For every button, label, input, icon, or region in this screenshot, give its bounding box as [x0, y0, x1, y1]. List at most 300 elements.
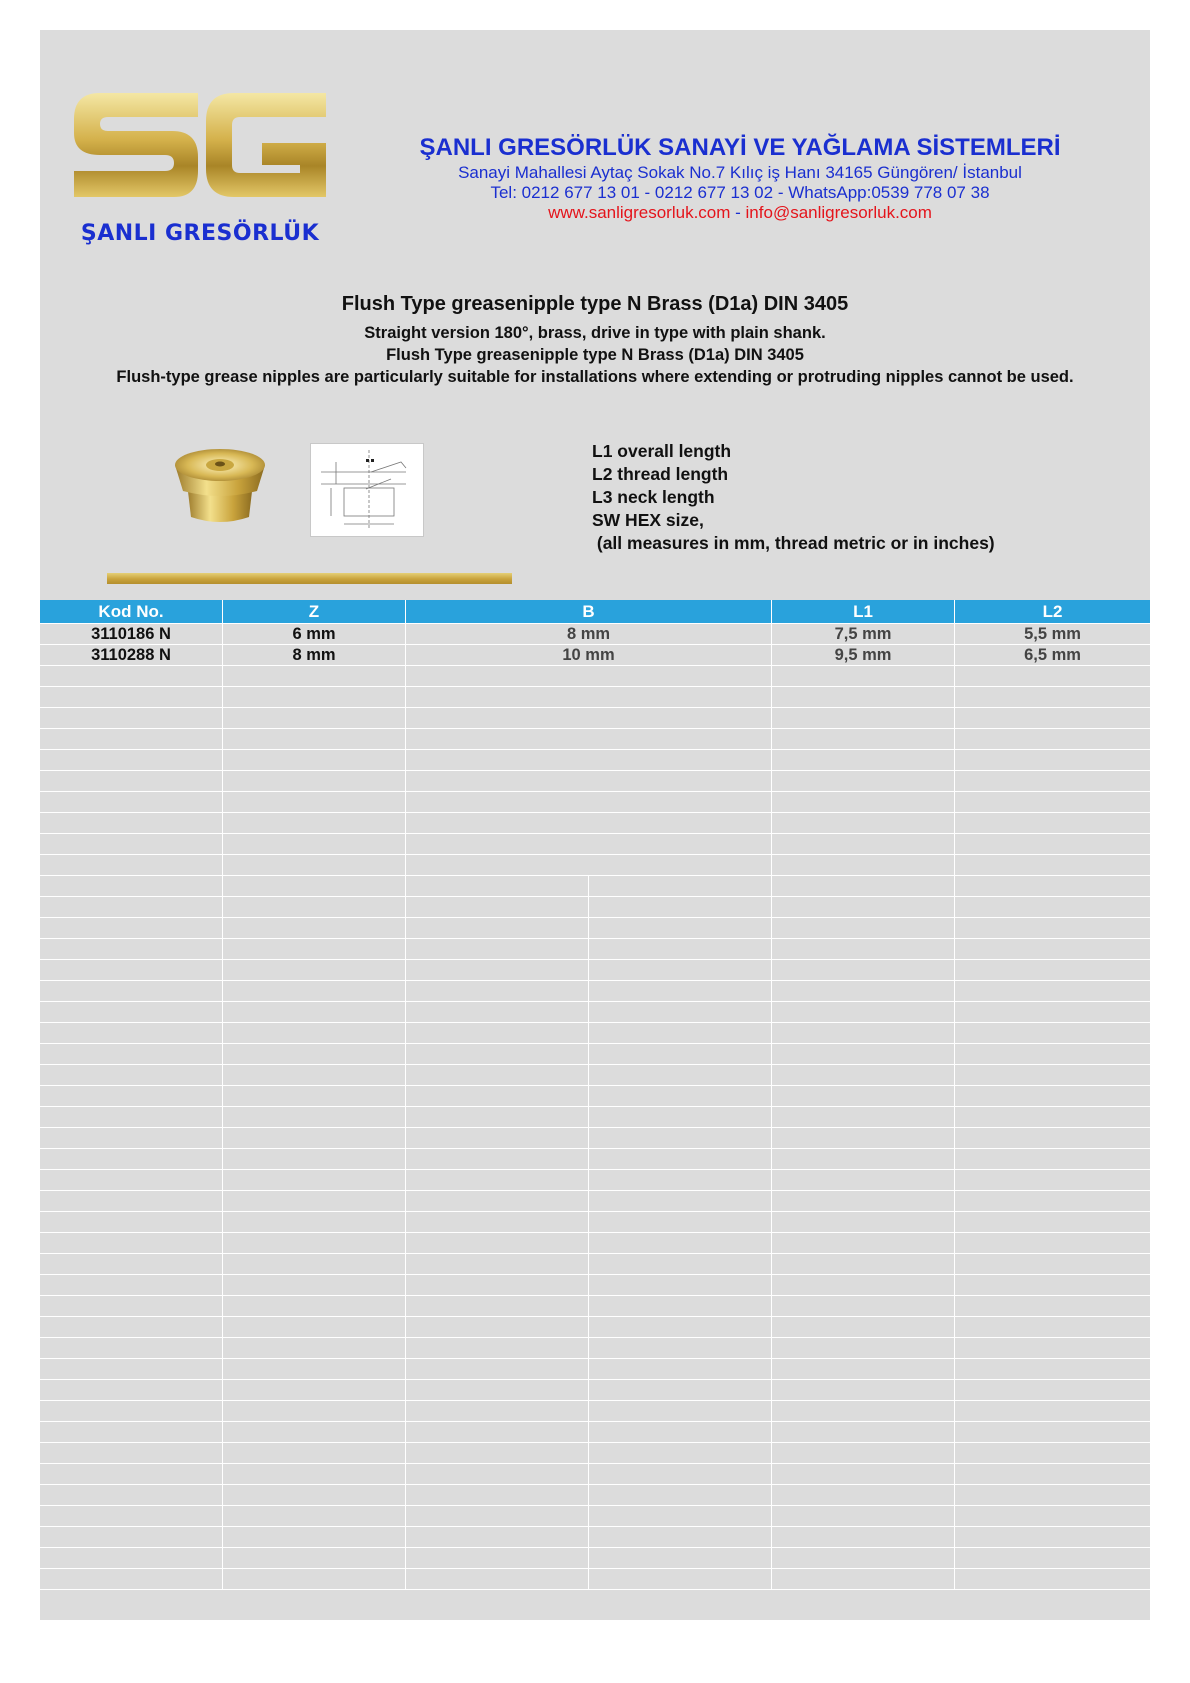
empty-table-cell	[223, 729, 406, 749]
empty-table-row	[40, 1086, 1150, 1107]
table-header	[40, 600, 1150, 624]
empty-table-cell	[772, 876, 955, 896]
empty-table-row	[40, 813, 1150, 834]
email-link[interactable]: info@sanligresorluk.com	[745, 203, 932, 222]
column-header: B	[406, 600, 772, 623]
empty-table-subcell	[406, 1212, 589, 1232]
sg-logo-icon	[70, 85, 330, 215]
empty-table-cell	[40, 855, 223, 875]
empty-table-row	[40, 1485, 1150, 1506]
empty-table-cell	[772, 1086, 955, 1106]
empty-table-cell	[772, 855, 955, 875]
empty-table-subcell	[589, 1506, 772, 1526]
empty-table-cell	[223, 1548, 406, 1568]
empty-table-row	[40, 1065, 1150, 1086]
empty-table-row	[40, 1380, 1150, 1401]
empty-table-cell	[955, 855, 1150, 875]
empty-table-cell	[223, 750, 406, 770]
empty-table-cell	[40, 1338, 223, 1358]
empty-table-row	[40, 1149, 1150, 1170]
table-cell: 8 mm	[223, 645, 406, 665]
empty-table-cell	[955, 1317, 1150, 1337]
table-row	[40, 645, 1150, 666]
empty-table-cell	[955, 1401, 1150, 1421]
empty-table-subcell	[406, 1296, 589, 1316]
empty-table-row	[40, 750, 1150, 771]
empty-table-cell	[40, 1212, 223, 1232]
empty-table-cell	[772, 666, 955, 686]
empty-table-subcell	[406, 960, 589, 980]
empty-table-cell	[406, 1569, 772, 1589]
empty-table-cell	[223, 1128, 406, 1148]
empty-table-cell	[406, 1464, 772, 1484]
empty-table-cell	[406, 1107, 772, 1127]
empty-table-cell	[772, 918, 955, 938]
empty-table-cell	[772, 1359, 955, 1379]
empty-table-cell	[40, 729, 223, 749]
empty-table-cell	[772, 1191, 955, 1211]
empty-table-cell	[955, 1548, 1150, 1568]
empty-table-cell	[406, 1002, 772, 1022]
empty-table-row	[40, 1212, 1150, 1233]
empty-table-subcell	[589, 1065, 772, 1085]
empty-table-row	[40, 1233, 1150, 1254]
empty-table-subcell	[406, 939, 589, 959]
table-row	[40, 624, 1150, 645]
empty-table-row	[40, 1338, 1150, 1359]
empty-table-cell	[223, 1275, 406, 1295]
empty-table-subcell	[589, 1191, 772, 1211]
empty-table-cell	[772, 1128, 955, 1148]
empty-table-subcell	[406, 897, 589, 917]
empty-table-cell	[406, 813, 772, 833]
empty-table-cell	[40, 918, 223, 938]
empty-table-cell	[223, 1464, 406, 1484]
empty-table-cell	[406, 1233, 772, 1253]
empty-table-cell	[223, 1002, 406, 1022]
empty-table-cell	[40, 1485, 223, 1505]
empty-table-cell	[40, 897, 223, 917]
empty-table-cell	[772, 939, 955, 959]
empty-table-row	[40, 1023, 1150, 1044]
empty-table-subcell	[589, 1422, 772, 1442]
empty-table-row	[40, 960, 1150, 981]
empty-table-row	[40, 1317, 1150, 1338]
empty-table-subcell	[589, 1044, 772, 1064]
empty-table-cell	[772, 1380, 955, 1400]
empty-table-cell	[406, 750, 772, 770]
empty-table-cell	[772, 1443, 955, 1463]
empty-table-row	[40, 708, 1150, 729]
empty-table-cell	[955, 897, 1150, 917]
contact-separator: -	[730, 203, 746, 222]
empty-table-cell	[406, 1485, 772, 1505]
empty-table-cell	[955, 1296, 1150, 1316]
empty-table-subcell	[406, 918, 589, 938]
empty-table-cell	[223, 1338, 406, 1358]
legend-item: SW HEX size,	[592, 510, 704, 530]
empty-table-cell	[406, 1275, 772, 1295]
empty-table-cell	[772, 1485, 955, 1505]
empty-table-subcell	[589, 1107, 772, 1127]
table-cell: 10 mm	[406, 645, 772, 665]
empty-table-cell	[772, 1044, 955, 1064]
empty-table-cell	[772, 1506, 955, 1526]
empty-table-row	[40, 1044, 1150, 1065]
empty-table-row	[40, 1170, 1150, 1191]
empty-table-cell	[40, 1317, 223, 1337]
empty-table-cell	[406, 1149, 772, 1169]
empty-table-cell	[772, 981, 955, 1001]
empty-table-subcell	[589, 1233, 772, 1253]
empty-table-cell	[772, 1149, 955, 1169]
empty-table-cell	[772, 1023, 955, 1043]
empty-table-subcell	[406, 1044, 589, 1064]
empty-table-cell	[223, 834, 406, 854]
empty-table-subcell	[589, 1380, 772, 1400]
empty-table-cell	[40, 1506, 223, 1526]
legend-item: L1 overall length	[592, 441, 732, 461]
empty-table-cell	[772, 1233, 955, 1253]
empty-table-cell	[40, 1170, 223, 1190]
empty-table-cell	[40, 1275, 223, 1295]
empty-table-cell	[223, 1170, 406, 1190]
empty-table-cell	[223, 813, 406, 833]
empty-table-cell	[955, 1464, 1150, 1484]
empty-table-cell	[772, 897, 955, 917]
empty-table-cell	[772, 1422, 955, 1442]
legend-item: L2 thread length	[592, 464, 729, 484]
empty-table-cell	[406, 792, 772, 812]
company-logo	[70, 85, 330, 265]
table-cell: 8 mm	[406, 624, 772, 644]
empty-table-row	[40, 918, 1150, 939]
table-cell: 3110288 N	[40, 645, 223, 665]
empty-table-cell	[955, 1191, 1150, 1211]
empty-table-cell	[955, 1422, 1150, 1442]
empty-table-row	[40, 1107, 1150, 1128]
empty-table-row	[40, 855, 1150, 876]
logo-wordmark: ŞANLI GRESÖRLÜK	[80, 221, 320, 246]
empty-table-cell	[223, 1506, 406, 1526]
empty-table-cell	[223, 960, 406, 980]
empty-table-cell	[772, 1401, 955, 1421]
empty-table-cell	[223, 939, 406, 959]
empty-table-cell	[772, 1065, 955, 1085]
empty-table-cell	[40, 1002, 223, 1022]
empty-table-row	[40, 1359, 1150, 1380]
empty-table-row	[40, 1128, 1150, 1149]
empty-table-cell	[40, 708, 223, 728]
empty-table-cell	[406, 834, 772, 854]
empty-table-cell	[955, 960, 1150, 980]
empty-table-subcell	[406, 876, 589, 896]
empty-table-cell	[223, 1086, 406, 1106]
empty-table-cell	[406, 1170, 772, 1190]
product-title: Flush Type greasenipple type N Brass (D1a) DIN 3405	[341, 293, 849, 315]
empty-table-cell	[40, 1065, 223, 1085]
empty-table-cell	[406, 1401, 772, 1421]
grease-nipple-photo	[165, 435, 275, 535]
empty-table-cell	[40, 1254, 223, 1274]
empty-table-cell	[223, 771, 406, 791]
empty-table-subcell	[589, 1275, 772, 1295]
empty-table-cell	[772, 1464, 955, 1484]
empty-table-subcell	[589, 1401, 772, 1421]
product-line: Straight version 180°, brass, drive in type with plain shank.	[364, 324, 826, 342]
empty-table-cell	[772, 1212, 955, 1232]
empty-table-cell	[40, 1128, 223, 1148]
empty-table-row	[40, 897, 1150, 918]
empty-table-subcell	[406, 1359, 589, 1379]
company-address: Sanayi Mahallesi Aytaç Sokak No.7 Kılıç iş Hanı 34165 Güngören/ İstanbul	[458, 163, 1022, 182]
empty-table-cell	[772, 1275, 955, 1295]
empty-table-cell	[406, 1044, 772, 1064]
empty-table-cell	[772, 1107, 955, 1127]
table-cell: 3110186 N	[40, 624, 223, 644]
empty-table-cell	[955, 1086, 1150, 1106]
empty-table-cell	[223, 666, 406, 686]
empty-table-cell	[223, 876, 406, 896]
empty-table-row	[40, 792, 1150, 813]
catalog-sheet	[40, 30, 1150, 1620]
empty-table-cell	[40, 792, 223, 812]
empty-table-cell	[406, 939, 772, 959]
empty-table-cell	[406, 708, 772, 728]
empty-table-cell	[40, 813, 223, 833]
empty-table-cell	[955, 834, 1150, 854]
empty-table-cell	[955, 1170, 1150, 1190]
empty-table-cell	[772, 960, 955, 980]
empty-table-cell	[40, 1023, 223, 1043]
empty-table-cell	[406, 855, 772, 875]
empty-table-cell	[223, 1212, 406, 1232]
empty-table-subcell	[406, 1401, 589, 1421]
empty-table-cell	[223, 1191, 406, 1211]
empty-table-cell	[772, 1002, 955, 1022]
company-header	[380, 133, 1100, 223]
empty-table-cell	[772, 1317, 955, 1337]
empty-table-subcell	[589, 1464, 772, 1484]
empty-table-row	[40, 1275, 1150, 1296]
empty-table-row	[40, 1506, 1150, 1527]
empty-table-row	[40, 1443, 1150, 1464]
empty-table-cell	[955, 876, 1150, 896]
empty-table-cell	[955, 666, 1150, 686]
empty-table-cell	[955, 1128, 1150, 1148]
empty-table-cell	[406, 771, 772, 791]
empty-table-cell	[955, 687, 1150, 707]
empty-table-cell	[40, 1464, 223, 1484]
empty-table-cell	[223, 1107, 406, 1127]
empty-table-cell	[406, 729, 772, 749]
empty-table-subcell	[589, 1548, 772, 1568]
empty-table-cell	[40, 1422, 223, 1442]
empty-table-cell	[406, 1548, 772, 1568]
website-link[interactable]: www.sanligresorluk.com	[548, 203, 731, 222]
empty-table-cell	[406, 1338, 772, 1358]
empty-table-subcell	[589, 876, 772, 896]
empty-table-cell	[772, 687, 955, 707]
empty-table-cell	[955, 1359, 1150, 1379]
empty-table-subcell	[406, 1443, 589, 1463]
empty-table-subcell	[406, 1506, 589, 1526]
empty-table-cell	[40, 1359, 223, 1379]
empty-table-cell	[40, 1548, 223, 1568]
empty-table-subcell	[589, 981, 772, 1001]
column-header: Kod No.	[40, 600, 223, 623]
empty-table-subcell	[406, 1548, 589, 1568]
empty-table-cell	[955, 1569, 1150, 1589]
empty-table-subcell	[589, 1296, 772, 1316]
company-name: ŞANLI GRESÖRLÜK SANAYİ VE YAĞLAMA SİSTEMLERİ	[419, 134, 1061, 161]
empty-table-cell	[40, 666, 223, 686]
dimension-legend	[592, 440, 995, 555]
empty-table-cell	[955, 1233, 1150, 1253]
empty-table-cell	[223, 1359, 406, 1379]
empty-table-row	[40, 729, 1150, 750]
empty-table-cell	[955, 708, 1150, 728]
empty-table-subcell	[589, 1338, 772, 1358]
empty-table-cell	[40, 687, 223, 707]
empty-table-cell	[223, 1485, 406, 1505]
table-cell: 9,5 mm	[772, 645, 955, 665]
empty-table-subcell	[406, 1065, 589, 1085]
empty-table-cell	[40, 1401, 223, 1421]
empty-table-cell	[772, 771, 955, 791]
empty-table-cell	[955, 1065, 1150, 1085]
empty-table-cell	[772, 813, 955, 833]
empty-table-row	[40, 1464, 1150, 1485]
empty-table-cell	[406, 1128, 772, 1148]
empty-table-cell	[406, 1296, 772, 1316]
empty-table-row	[40, 687, 1150, 708]
empty-table-cell	[223, 855, 406, 875]
empty-table-rows	[40, 666, 1150, 1590]
empty-table-cell	[40, 750, 223, 770]
empty-table-cell	[406, 1527, 772, 1547]
empty-table-cell	[406, 981, 772, 1001]
empty-table-subcell	[589, 1443, 772, 1463]
empty-table-cell	[40, 1086, 223, 1106]
empty-table-row	[40, 981, 1150, 1002]
empty-table-row	[40, 1569, 1150, 1590]
empty-table-subcell	[589, 1317, 772, 1337]
empty-table-subcell	[406, 1254, 589, 1274]
empty-table-cell	[223, 1443, 406, 1463]
empty-table-subcell	[589, 1359, 772, 1379]
empty-table-cell	[40, 1443, 223, 1463]
empty-table-cell	[406, 1212, 772, 1232]
empty-table-cell	[955, 792, 1150, 812]
empty-table-cell	[772, 1254, 955, 1274]
empty-table-cell	[772, 729, 955, 749]
empty-table-cell	[955, 750, 1150, 770]
empty-table-cell	[772, 1548, 955, 1568]
empty-table-cell	[223, 1569, 406, 1589]
empty-table-cell	[772, 1338, 955, 1358]
empty-table-subcell	[406, 1569, 589, 1589]
empty-table-cell	[772, 834, 955, 854]
empty-table-cell	[40, 960, 223, 980]
empty-table-cell	[223, 708, 406, 728]
empty-table-cell	[40, 1380, 223, 1400]
empty-table-cell	[223, 1044, 406, 1064]
empty-table-row	[40, 1422, 1150, 1443]
empty-table-cell	[40, 771, 223, 791]
empty-table-cell	[955, 1044, 1150, 1064]
empty-table-cell	[955, 1275, 1150, 1295]
empty-table-cell	[40, 1527, 223, 1547]
empty-table-subcell	[589, 1086, 772, 1106]
empty-table-subcell	[406, 1107, 589, 1127]
empty-table-cell	[406, 1359, 772, 1379]
empty-table-cell	[40, 1044, 223, 1064]
empty-table-cell	[955, 1149, 1150, 1169]
empty-table-row	[40, 666, 1150, 687]
empty-table-cell	[223, 1422, 406, 1442]
empty-table-cell	[406, 1317, 772, 1337]
empty-table-cell	[406, 918, 772, 938]
empty-table-cell	[955, 1254, 1150, 1274]
empty-table-cell	[223, 1149, 406, 1169]
empty-table-cell	[772, 1527, 955, 1547]
empty-table-subcell	[589, 1023, 772, 1043]
gold-divider	[107, 573, 512, 584]
empty-table-subcell	[406, 1191, 589, 1211]
empty-table-cell	[406, 1254, 772, 1274]
empty-table-cell	[40, 981, 223, 1001]
company-phone: Tel: 0212 677 13 01 - 0212 677 13 02 - WhatsApp:0539 778 07 38	[490, 183, 990, 202]
empty-table-cell	[406, 666, 772, 686]
empty-table-cell	[223, 981, 406, 1001]
empty-table-cell	[406, 1380, 772, 1400]
empty-table-subcell	[589, 1254, 772, 1274]
empty-table-subcell	[589, 1485, 772, 1505]
empty-table-cell	[955, 939, 1150, 959]
empty-table-subcell	[589, 1002, 772, 1022]
empty-table-cell	[955, 813, 1150, 833]
table-cell: 7,5 mm	[772, 624, 955, 644]
empty-table-cell	[40, 834, 223, 854]
empty-table-cell	[40, 1569, 223, 1589]
empty-table-cell	[955, 1002, 1150, 1022]
empty-table-cell	[40, 1296, 223, 1316]
empty-table-cell	[772, 1296, 955, 1316]
empty-table-cell	[955, 1485, 1150, 1505]
empty-table-cell	[772, 1170, 955, 1190]
empty-table-cell	[955, 1212, 1150, 1232]
empty-table-cell	[406, 687, 772, 707]
empty-table-row	[40, 939, 1150, 960]
empty-table-subcell	[589, 1128, 772, 1148]
empty-table-row	[40, 834, 1150, 855]
empty-table-cell	[955, 1023, 1150, 1043]
empty-table-cell	[955, 729, 1150, 749]
empty-table-subcell	[406, 981, 589, 1001]
empty-table-subcell	[406, 1233, 589, 1253]
empty-table-cell	[772, 708, 955, 728]
empty-table-cell	[40, 1191, 223, 1211]
empty-table-row	[40, 1191, 1150, 1212]
empty-table-cell	[223, 792, 406, 812]
empty-table-cell	[406, 960, 772, 980]
empty-table-cell	[406, 1422, 772, 1442]
empty-table-cell	[223, 1527, 406, 1547]
technical-drawing	[310, 443, 424, 537]
empty-table-subcell	[406, 1338, 589, 1358]
empty-table-row	[40, 876, 1150, 897]
